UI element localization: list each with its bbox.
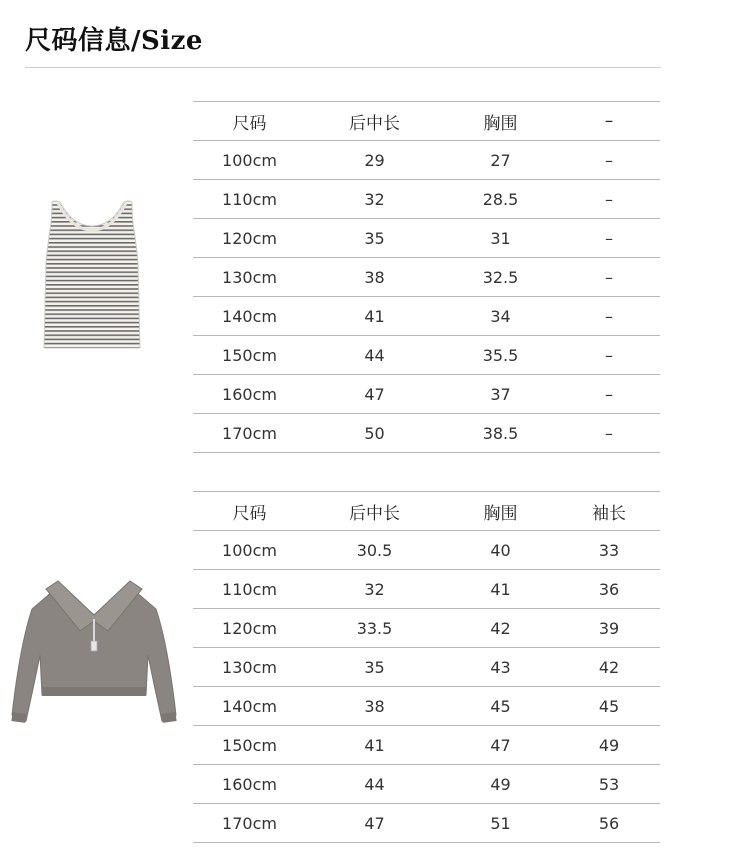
size-table-tank-top [193,101,660,453]
table-cell: 140cm [193,297,306,336]
table-header-row [193,102,660,141]
table-cell: 38.5 [443,414,558,453]
table-cell: 39 [558,609,660,648]
table-cell: 130cm [193,648,306,687]
table-cell: 160cm [193,375,306,414]
table-cell: 44 [306,765,443,804]
table-cell: – [558,336,660,375]
table-cell: – [558,414,660,453]
table-cell: 110cm [193,180,306,219]
table-cell: – [558,141,660,180]
table-row [193,141,660,180]
table-cell: 50 [306,414,443,453]
table-cell: 150cm [193,336,306,375]
table-cell: 30.5 [306,531,443,570]
table-cell: 34 [443,297,558,336]
table-cell: 47 [306,375,443,414]
table-cell: 160cm [193,765,306,804]
table-cell: 47 [306,804,443,843]
table-cell: 37 [443,375,558,414]
table-cell: 100cm [193,531,306,570]
table-row [193,726,660,765]
table-cell: 170cm [193,804,306,843]
table-cell: 38 [306,258,443,297]
table-cell: 40 [443,531,558,570]
table-cell: 140cm [193,687,306,726]
tank-top-image [38,200,146,350]
table-cell: 100cm [193,141,306,180]
zip-sweater-image [8,575,180,727]
table-row [193,414,660,453]
table-cell: 49 [443,765,558,804]
title-divider [25,67,661,68]
table-cell: 32 [306,570,443,609]
table-cell: – [558,180,660,219]
table-cell: 170cm [193,414,306,453]
table-cell: 120cm [193,609,306,648]
table-row [193,375,660,414]
table-cell: 56 [558,804,660,843]
table-cell: 32.5 [443,258,558,297]
table-cell: 38 [306,687,443,726]
table-row [193,804,660,843]
table-row [193,297,660,336]
table-cell: 45 [558,687,660,726]
table-cell: 53 [558,765,660,804]
table-cell: 44 [306,336,443,375]
table-header-row [193,492,660,531]
table-row [193,765,660,804]
table-cell: 110cm [193,570,306,609]
table-cell: 32 [306,180,443,219]
table-cell: 42 [443,609,558,648]
table-cell: 51 [443,804,558,843]
table-cell: – [558,297,660,336]
table-row [193,687,660,726]
table-row [193,531,660,570]
table-cell: 28.5 [443,180,558,219]
column-header: 袖长 [558,492,660,531]
table-cell: 29 [306,141,443,180]
table-cell: 31 [443,219,558,258]
table-row [193,336,660,375]
table-cell: 49 [558,726,660,765]
table-cell: 43 [443,648,558,687]
page-title: 尺码信息/Size [25,26,203,56]
table-cell: 42 [558,648,660,687]
table-row [193,648,660,687]
table-cell: 130cm [193,258,306,297]
table-cell: 36 [558,570,660,609]
table-row [193,180,660,219]
table-cell: 41 [306,297,443,336]
table-row [193,219,660,258]
table-cell: – [558,375,660,414]
table-row [193,609,660,648]
table-cell: 45 [443,687,558,726]
table-cell: – [558,219,660,258]
table-cell: 33.5 [306,609,443,648]
table-cell: 35 [306,219,443,258]
table-cell: 35.5 [443,336,558,375]
size-table-zip-sweater [193,491,660,843]
column-header: 后中长 [306,492,443,531]
table-cell: 150cm [193,726,306,765]
table-cell: 33 [558,531,660,570]
table-cell: 120cm [193,219,306,258]
column-header: 后中长 [306,102,443,141]
table-row [193,258,660,297]
column-header: 胸围 [443,102,558,141]
table-cell: 27 [443,141,558,180]
table-cell: 41 [443,570,558,609]
column-header: 尺码 [193,492,306,531]
table-cell: 47 [443,726,558,765]
table-row [193,570,660,609]
column-header: 尺码 [193,102,306,141]
column-header: – [558,102,660,141]
table-cell: – [558,258,660,297]
column-header: 胸围 [443,492,558,531]
table-cell: 41 [306,726,443,765]
table-cell: 35 [306,648,443,687]
